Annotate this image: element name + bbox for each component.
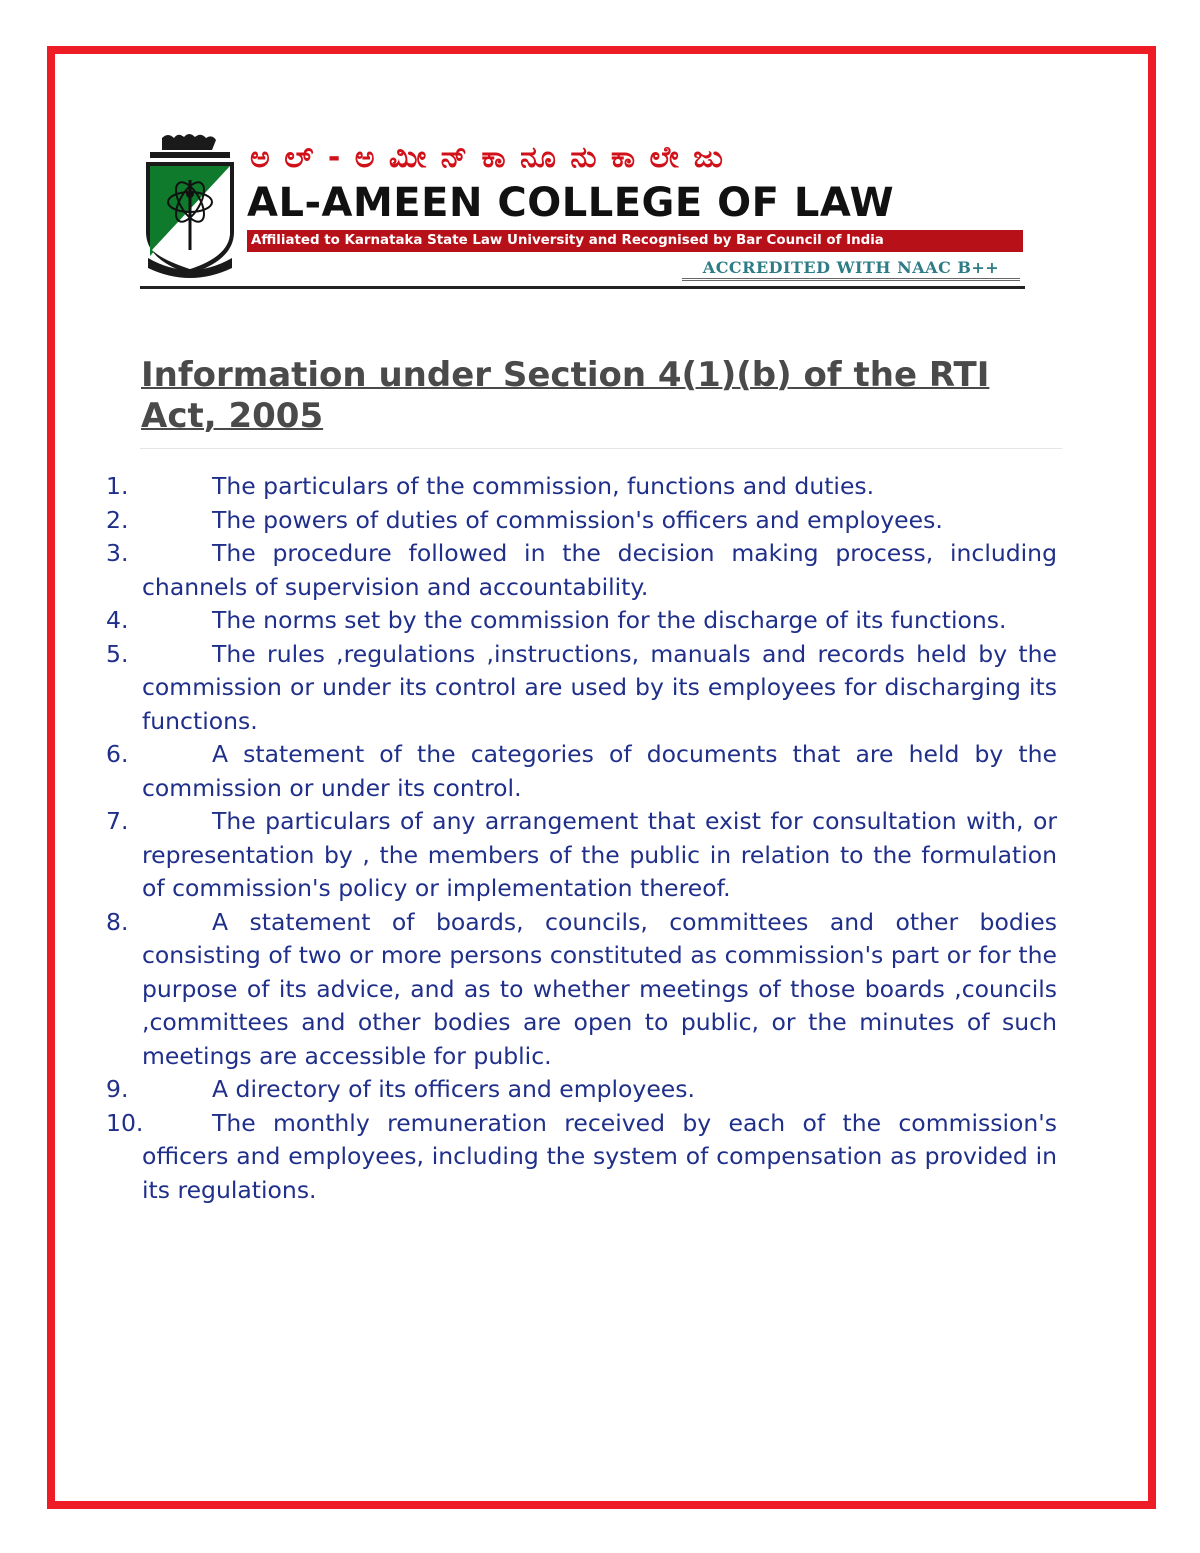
item-text: The powers of duties of commission's officers and employees. [212, 505, 943, 534]
item-text: The monthly remuneration received by each of the commission's officers and employees, including the system of compensation as provided in its regulations. [142, 1108, 1057, 1204]
item-number: 2. [106, 505, 129, 534]
list-item [100, 638, 1057, 739]
list-item [100, 906, 1057, 1074]
item-number: 8. [106, 907, 129, 936]
item-text: The particulars of any arrangement that exist for consultation with, or representation by , the members of the public in relation to the formulation of commission's policy or implementation thereof. [142, 807, 1057, 902]
item-text: A statement of the categories of documents that are held by the commission or under its control. [142, 740, 1057, 802]
item-text: A directory of its officers and employees. [212, 1075, 695, 1103]
college-name: AL-AMEEN COLLEGE OF LAW [247, 180, 895, 226]
list-item [100, 504, 1057, 538]
naac-accreditation: ACCREDITED WITH NAAC B++ [682, 258, 1020, 281]
item-text: The particulars of the commission, functions and duties. [212, 472, 875, 500]
item-text: A statement of boards, councils, committees and other bodies consisting of two or more persons constituted as commission's part or for the purpose of its advice, and as to whether meetings of those boards ,councils ,committees and other bodies are open to public, or the minutes of such meetings are accessible for public. [142, 907, 1057, 1070]
item-text: The procedure followed in the decision making process, including channels of supervision and accountability. [142, 539, 1057, 601]
header-divider [140, 286, 1025, 289]
list-item [100, 604, 1057, 638]
college-crest-logo [140, 132, 240, 282]
item-number: 9. [106, 1075, 129, 1103]
item-number: 3. [106, 539, 129, 567]
item-text: The rules ,regulations ,instructions, manuals and records held by the commission or under its control are used by its employees for discharging its functions. [142, 639, 1057, 735]
title-divider [140, 448, 1062, 449]
item-number: 10. [106, 1108, 144, 1137]
list-item [100, 1107, 1057, 1208]
list-item [100, 738, 1057, 805]
college-name-kannada: ಅ ಲ್ - ಅ ಮೀ ನ್ ಕಾ ನೂ ನು ಕಾ ಲೇ ಜು [250, 140, 725, 175]
list-item [100, 470, 1057, 504]
list-item [100, 1073, 1057, 1107]
list-item [100, 537, 1057, 604]
item-number: 7. [106, 807, 129, 835]
affiliation-banner: Affiliated to Karnataka State Law University and Recognised by Bar Council of India [247, 230, 1023, 252]
document-title: Information under Section 4(1)(b) of the RTI Act, 2005 [141, 355, 990, 436]
item-number: 4. [106, 606, 129, 634]
rti-items-list [100, 470, 1057, 1207]
item-text: The norms set by the commission for the discharge of its functions. [212, 606, 1007, 634]
item-number: 6. [106, 740, 129, 768]
item-number: 1. [106, 472, 129, 500]
college-letterhead [140, 130, 1025, 290]
item-number: 5. [106, 639, 129, 668]
list-item [100, 805, 1057, 906]
